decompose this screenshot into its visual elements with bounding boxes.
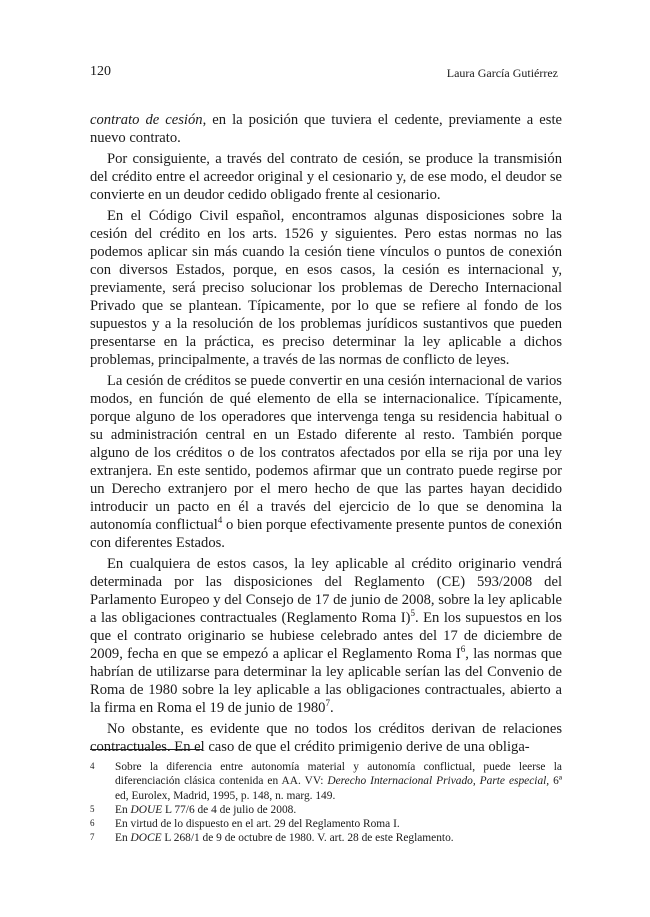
text-run: o bien porque efectivamente presente puntos de conexión con diferentes Estados. (90, 517, 563, 551)
footnote-text (115, 804, 296, 816)
footnote-text (115, 818, 400, 830)
paragraph (90, 720, 562, 756)
text-run: L 77/6 de 4 de julio de 2008. (162, 803, 297, 816)
italic-text: DOUE (130, 803, 163, 816)
text-run: En el Código Civil español, encontramos algunas disposiciones sobre la cesión del crédito en los arts. 1526 y siguientes. Pero estas normas no las podemos aplicar sin más cuando la cesión tiene vínculos o puntos de conexión con diversos Estados, porque, en esos casos, la cesión es internacional y, previamente, será preciso solucionar los problemas de Derecho Internacional Privado que se plantean. Típicamente, por lo que se refiere al fondo de los supuestos y a la resolución de los problemas jurídicos sustantivos que pueden presentarse en la práctica, es preciso determinar la ley aplicable a dichos problemas, principalmente, a través de las normas de conflicto de leyes. (90, 208, 562, 368)
paragraph (90, 207, 562, 369)
italic-text: Derecho Internacional Privado, Parte especial, (327, 775, 550, 788)
paragraph-continuation (90, 111, 562, 147)
paragraph (90, 555, 562, 717)
footnote-number: 4 (90, 761, 95, 771)
footnote-number: 7 (90, 832, 95, 843)
footnote (90, 760, 562, 803)
footnote (90, 803, 562, 817)
text-run: , en la posición que tuviera el cedente, previamente a este nuevo contrato. (90, 112, 562, 146)
text-run: En (115, 803, 131, 816)
footnote-reference: 7 (325, 698, 330, 709)
italic-text: contrato de cesión (90, 112, 203, 128)
italic-text: DOCE (130, 832, 162, 845)
footnote-reference: 5 (410, 608, 415, 619)
body-text (90, 111, 562, 756)
text-run: L 268/1 de 9 de octubre de 1980. V. art. 28 de este Reglamento. (161, 832, 454, 845)
footnotes (90, 760, 562, 846)
text-run: No obstante, es evidente que no todos los créditos derivan de relaciones contractuales. En el caso de que el crédito primigenio derive de una obliga- (90, 721, 562, 755)
text-run: 6ª ed, Eurolex, Madrid, 1995, p. 148, n. marg. 149. (115, 775, 562, 802)
footnote-text (115, 761, 562, 802)
footnote-reference: 6 (460, 644, 466, 655)
text-run: . (329, 700, 334, 716)
footnote-text (115, 832, 454, 844)
footnote (90, 817, 562, 831)
text-run: En virtud de lo dispuesto en el art. 29 del Reglamento Roma I. (115, 818, 400, 831)
running-head-author: Laura García Gutiérrez (446, 66, 558, 80)
footnote-number: 5 (90, 803, 95, 814)
text-run: , las normas que habrían de utilizarse para determinar la ley aplicable serían las del Convenio de Roma de 1980 sobre la ley aplicable a las obligaciones contractuales, abierto a la firma en Roma el 19 de junio de 1980 (90, 646, 562, 716)
footnote-reference: 4 (217, 515, 223, 526)
text-run: En (115, 832, 131, 845)
page-header (90, 64, 558, 82)
text-run: La cesión de créditos se puede convertir en una cesión internacional de varios modos, en función de qué elemento de ella se internacionalice. Típicamente, porque alguno de los operadores que intervenga tenga su residencia habitual o su administración central en un Estado diferente al resto. También porque alguno de los créditos o de los contratos afectados por ella se rija por una ley extranjera. En este sentido, podemos afirmar que un contrato puede regirse por un Derecho extranjero por el mero hecho de que las partes hayan decidido introducir un pacto en él a través del ejercicio de lo que se denomina la autonomía conflictual (90, 373, 562, 533)
text-run: Sobre la diferencia entre autonomía material y autonomía conflictual, puede leerse la diferenciación clásica contenida en AA. VV: (115, 761, 562, 788)
page-number: 120 (90, 64, 111, 79)
footnote-number: 6 (90, 818, 95, 829)
text-run: . En los supuestos en los que el contrato originario se hubiese celebrado antes del 17 de diciembre de 2009, fecha en que se empezó a aplicar el Reglamento Roma I (90, 610, 562, 662)
footnote-separator (90, 749, 202, 750)
paragraph (90, 372, 562, 552)
paragraph (90, 150, 562, 204)
text-run: En cualquiera de estos casos, la ley aplicable al crédito originario vendrá determinada por las disposiciones del Reglamento (CE) 593/2008 del Parlamento Europeo y del Consejo de 17 de junio de 2008, sobre la ley aplicable a las obligaciones contractuales (Reglamento Roma I) (90, 556, 562, 626)
footnote (90, 831, 562, 845)
text-run: Por consiguiente, a través del contrato de cesión, se produce la transmisión del crédito entre el acreedor original y el cesionario y, de ese modo, el deudor se convierte en un deudor cedido obligado frente al cesionario. (90, 151, 562, 203)
